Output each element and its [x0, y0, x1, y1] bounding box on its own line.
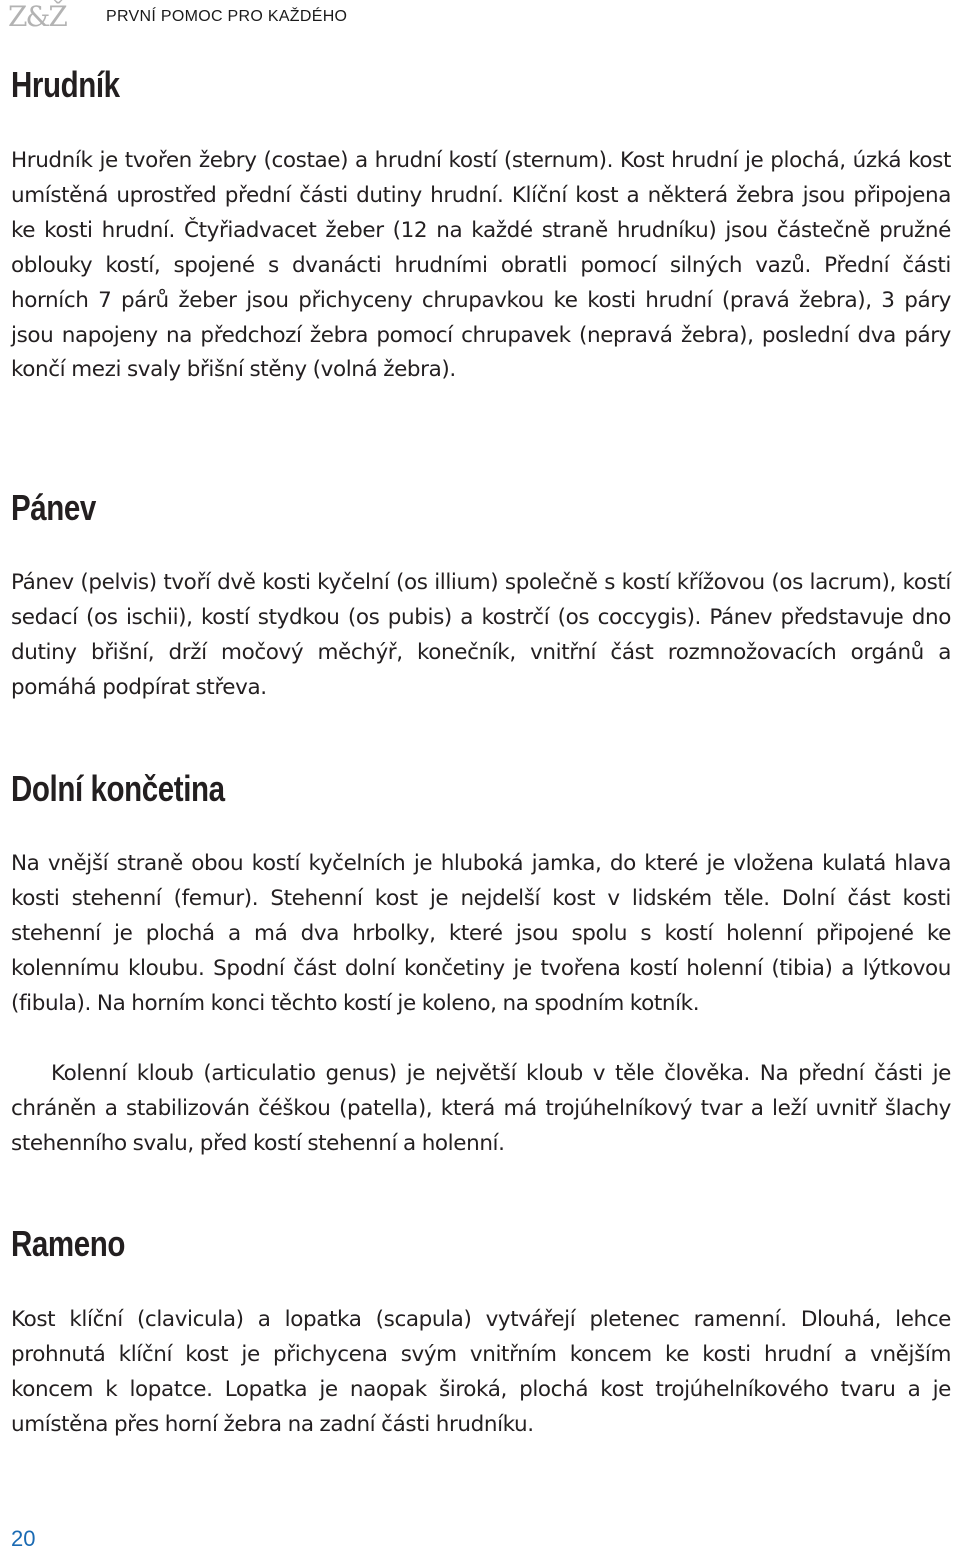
page-header	[8, 0, 347, 34]
section-title-hrudnik: Hrudník	[11, 64, 120, 105]
page-number: 20	[11, 1526, 36, 1551]
publisher-logo: Z&Ž	[8, 0, 66, 33]
paragraph-rameno: Kost klíční (clavicula) a lopatka (scapula) vytvářejí pletenec ramenní. Dlouhá, lehce prohnutá klíční kost je přichycena svým vnitřním koncem ke kosti hrudní a vnějším koncem k lopatce. Lopatka je naopak široká, plochá kost trojúhelníkového tvaru a je umístěna přes horní žebra na zadní části hrudníku.	[11, 1307, 951, 1437]
running-head: PRVNÍ POMOC PRO KAŽDÉHO	[106, 8, 348, 25]
paragraph-dolni-koncetina-1: Na vnější straně obou kostí kyčelních je hluboká jamka, do které je vložena kulatá hlava kosti stehenní (femur). Stehenní kost je nejdelší kost v lidském těle. Dolní část kosti stehenní je plochá a má dva hrbolky, které jsou spolu s kostí holenní připojené ke kolennímu kloubu. Spodní část dolní končetiny je tvořena kostí holenní (tibia) a lýtkovou (fibula). Na horním konci těchto kostí je koleno, na spodním kotník.	[11, 851, 951, 1016]
paragraph-panev: Pánev (pelvis) tvoří dvě kosti kyčelní (os illium) společně s kostí křížovou (os lacrum), kostí sedací (os ischii), kostí stydkou (os pubis) a kostrčí (os coccygis). Pánev představuje dno dutiny břišní, drží močový měchýř, konečník, vnitřní část rozmnožovacích orgánů a pomáhá podpírat střeva.	[11, 570, 951, 700]
paragraph-dolni-koncetina-2: Kolenní kloub (articulatio genus) je největší kloub v těle člověka. Na přední části je chráněn a stabilizován čéškou (patella), která má trojúhelníkový tvar a leží uvnitř šlachy stehenního svalu, před kostí stehenní a holenní.	[11, 1061, 951, 1156]
paragraph-hrudnik: Hrudník je tvořen žebry (costae) a hrudní kostí (sternum). Kost hrudní je plochá, úzká kost umístěná uprostřed přední části dutiny hrudní. Klíční kost a některá žebra jsou připojena ke kosti hrudní. Čtyřiadvacet žeber (12 na každé straně hrudníku) jsou částečně pružné oblouky kostí, spojené s dvanácti hrudními obratli pomocí silných vazů. Přední části horních 7 párů žeber jsou přichyceny chrupavkou ke kosti hrudní (pravá žebra), 3 páry jsou napojeny na předchozí žebra pomocí chrupavek (nepravá žebra), poslední dva páry končí mezi svaly břišní stěny (volná žebra).	[11, 148, 951, 383]
section-title-rameno: Rameno	[11, 1223, 126, 1264]
section-title-dolni-koncetina: Dolní končetina	[11, 768, 225, 809]
section-title-panev: Pánev	[11, 487, 96, 528]
